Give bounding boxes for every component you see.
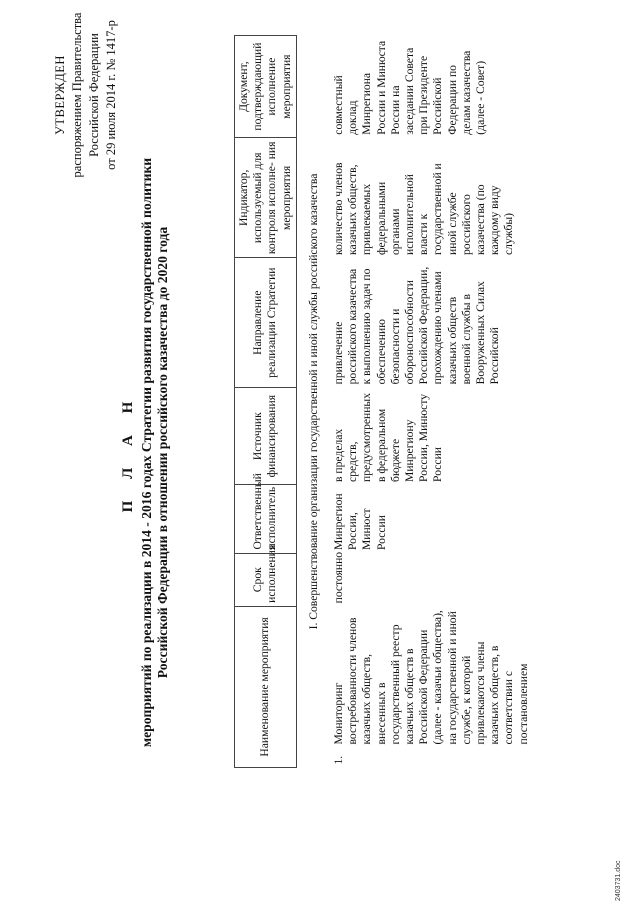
cell-document: совместный доклад Минрегиона России и Минюста России на заседании Совета при Президенте Российской Федерации по делам казачества (далее - Совет) [332, 40, 488, 135]
row-number: 1. [332, 755, 346, 765]
approval-line-1: распоряжением Правительства [70, 12, 84, 178]
approval-line-3: от 29 июля 2014 г. № 1417-р [104, 20, 118, 170]
header-document: Документ, подтверждающий исполнение мероприятия [235, 36, 297, 138]
file-code: 2403731.doc [615, 860, 622, 901]
row-name-text: Мониторинг востребованности членов казачьих обществ, внесенных в государственный реестр казачьих обществ в Российской Федерации (далее - казачьи общества), на государственной и иной службе, к которой привлекаются члены казачьих обществ, в соответствии с постановлением [332, 610, 530, 745]
approval-stamp [52, 5, 120, 185]
cell-executor: Минрегион России, Минюст России [332, 493, 388, 551]
cell-direction: привлечение российского казачества к выполнению задач по обеспечению безопасности и обороноспособности Российской Федерации, прохождению членами казачьих обществ военной службы в Вооруженных Силах Российской [332, 266, 502, 385]
document-title [120, 0, 171, 905]
title-line-1: мероприятий по реализации в 2014 - 2016 годах Стратегии развития государственной политики [139, 157, 154, 748]
table-header-row [235, 36, 297, 768]
cell-indicator: количество членов казачьих обществ, привлекаемых федеральными органами исполнительной власти к государственной и иной службе российского казачества (по каждому виду службы) [332, 162, 516, 255]
header-direction: Направление реализации Стратегии [235, 258, 297, 387]
header-executor: Ответственный исполнитель [235, 485, 297, 553]
table-row [329, 36, 534, 768]
cell-deadline: постоянно [332, 551, 346, 604]
approval-heading: УТВЕРЖДЕН [53, 55, 67, 135]
header-indicator: Индикатор, используемый для контроля исполне- ния мероприятия [235, 138, 297, 258]
title-plan: П Л А Н [120, 392, 136, 513]
header-name: Наименование мероприятия [235, 606, 297, 767]
cell-name [329, 606, 534, 767]
header-deadline: Срок исполнения [235, 553, 297, 606]
section-title: I. Совершенствование организации государственной и иной службы российского казачества [306, 173, 320, 630]
approval-line-2: Российской Федерации [87, 33, 101, 157]
cell-funding: в пределах средств, предусмотренных в федеральном бюджете Минрегиону России, Минюсту России [332, 392, 445, 482]
plan-table [234, 35, 534, 768]
title-line-2: Российской Федерации в отношении российского казачества до 2020 года [155, 226, 170, 679]
header-funding: Источник финансирования [235, 387, 297, 485]
section-row [296, 36, 329, 768]
